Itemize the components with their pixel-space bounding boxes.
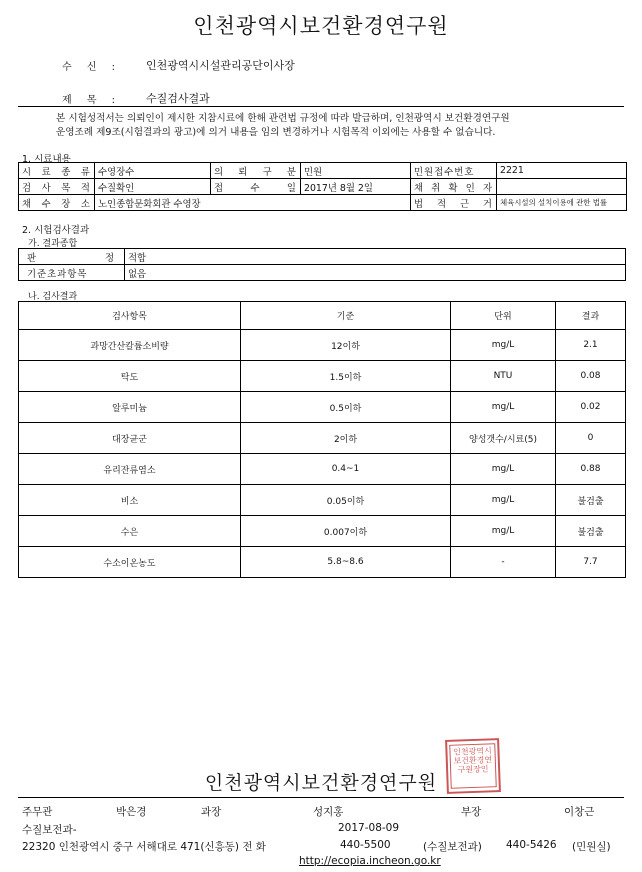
receipt-number-value: 2221 bbox=[497, 163, 627, 179]
exceed-label: 기준초과항목 bbox=[19, 265, 125, 281]
table-row bbox=[19, 485, 626, 516]
row-unit: mg/L bbox=[451, 454, 556, 485]
table-row bbox=[19, 547, 626, 578]
location-value: 노인종합문화회관 수영장 bbox=[95, 195, 411, 211]
seal-text: 인천광역시보건환경연구원장인 bbox=[453, 746, 493, 775]
row-result: 7.7 bbox=[556, 547, 626, 578]
sample-section-title: 1. 시료내용 bbox=[22, 154, 71, 165]
detail-title: 나. 검사결과 bbox=[28, 292, 78, 302]
row-item: 수소이온농도 bbox=[19, 547, 241, 578]
doc-date: 2017-08-09 bbox=[338, 822, 400, 834]
page-title: 인천광역시보건환경연구원 bbox=[193, 14, 449, 38]
sig1-name: 박은경 bbox=[116, 806, 147, 818]
row-standard: 5.8~8.6 bbox=[241, 547, 451, 578]
table-row bbox=[19, 330, 626, 361]
sig2-name: 성지홍 bbox=[313, 806, 344, 818]
request-type-value: 민원 bbox=[301, 163, 411, 179]
website-link[interactable]: http://ecopia.incheon.go.kr bbox=[299, 855, 441, 867]
purpose-value: 수질확인 bbox=[95, 179, 211, 195]
notice-text bbox=[56, 112, 616, 140]
row-result: 0.02 bbox=[556, 392, 626, 423]
row-standard: 12이하 bbox=[241, 330, 451, 361]
sig2-role: 과장 bbox=[201, 806, 222, 818]
results-header-row bbox=[19, 302, 626, 330]
sig1-role: 주무관 bbox=[22, 806, 53, 818]
judge-label: 판 정 bbox=[19, 249, 125, 265]
row-unit: mg/L bbox=[451, 392, 556, 423]
notice-line-2: 운영조례 제9조(시험결과의 광고)에 의거 내용을 임의 변경하거나 시험목적 이외에는 사용할 수 없습니다. bbox=[56, 127, 496, 138]
receipt-number-label: 민원접수번호 bbox=[411, 163, 497, 179]
row-standard: 2이하 bbox=[241, 423, 451, 454]
summary-table bbox=[18, 248, 626, 281]
phone-2-label: (민원실) bbox=[572, 841, 611, 853]
sig3-name: 이창근 bbox=[564, 806, 595, 818]
collector-label: 채 취 확 인 자 bbox=[411, 179, 497, 195]
dept-label: 수질보전과- bbox=[22, 824, 77, 836]
recipient-label: 수 신 : bbox=[62, 62, 122, 73]
exceed-value: 없음 bbox=[125, 265, 626, 281]
subject-value: 수질검사결과 bbox=[146, 92, 210, 105]
row-item: 과망간산칼륨소비량 bbox=[19, 330, 241, 361]
row-item: 수은 bbox=[19, 516, 241, 547]
row-result: 0.08 bbox=[556, 361, 626, 392]
sample-type-value: 수영장수 bbox=[95, 163, 211, 179]
col-header-result: 결과 bbox=[556, 302, 626, 330]
row-item: 대장균군 bbox=[19, 423, 241, 454]
purpose-label: 검 사 목 적 bbox=[19, 179, 95, 195]
row-result: 불검출 bbox=[556, 516, 626, 547]
row-unit: mg/L bbox=[451, 485, 556, 516]
row-unit: mg/L bbox=[451, 330, 556, 361]
phone-1: 440-5500 bbox=[340, 839, 391, 851]
row-standard: 1.5이하 bbox=[241, 361, 451, 392]
legal-basis-value: 체육시설의 설치이용에 관한 법률 bbox=[497, 195, 627, 211]
row-item: 탁도 bbox=[19, 361, 241, 392]
row-unit: - bbox=[451, 547, 556, 578]
sample-row-2 bbox=[19, 179, 627, 195]
request-type-label: 의 뢰 구 분 bbox=[211, 163, 301, 179]
col-header-standard: 기준 bbox=[241, 302, 451, 330]
phone-1-label: (수질보전과) bbox=[423, 841, 482, 853]
received-date-value: 2017년 8월 2일 bbox=[301, 179, 411, 195]
results-table bbox=[18, 301, 626, 578]
row-item: 비소 bbox=[19, 485, 241, 516]
sig3-role: 부장 bbox=[461, 806, 482, 818]
table-row bbox=[19, 454, 626, 485]
exceed-row bbox=[19, 265, 626, 281]
row-result: 2.1 bbox=[556, 330, 626, 361]
row-item: 알루미늄 bbox=[19, 392, 241, 423]
sample-type-label: 시 료 종 류 bbox=[19, 163, 95, 179]
row-result: 0 bbox=[556, 423, 626, 454]
col-header-unit: 단위 bbox=[451, 302, 556, 330]
row-result: 불검출 bbox=[556, 485, 626, 516]
row-unit: NTU bbox=[451, 361, 556, 392]
received-date-label: 접 수 일 bbox=[211, 179, 301, 195]
address: 22320 인천광역시 중구 서해대로 471(신흥동) 전 화 bbox=[22, 841, 266, 853]
footer-divider bbox=[18, 797, 624, 798]
notice-line-1: 본 시험성적서는 의뢰인이 제시한 지참시료에 한해 관련법 규정에 따라 발급하며, 인천광역시 보건환경연구원 bbox=[56, 113, 510, 124]
phone-2: 440-5426 bbox=[506, 839, 557, 851]
row-standard: 0.5이하 bbox=[241, 392, 451, 423]
row-unit: 양성갯수/시료(5) bbox=[451, 423, 556, 454]
collector-value bbox=[497, 179, 627, 195]
subject-label: 제 목 : bbox=[62, 95, 122, 106]
judge-row bbox=[19, 249, 626, 265]
table-row bbox=[19, 361, 626, 392]
judge-value: 적합 bbox=[125, 249, 626, 265]
row-standard: 0.05이하 bbox=[241, 485, 451, 516]
summary-title: 가. 결과종합 bbox=[28, 239, 78, 249]
sample-table bbox=[18, 162, 627, 211]
sample-row-3 bbox=[19, 195, 627, 211]
col-header-item: 검사항목 bbox=[19, 302, 241, 330]
footer-org-name: 인천광역시보건환경연구원 bbox=[204, 772, 438, 794]
location-label: 채 수 장 소 bbox=[19, 195, 95, 211]
sample-row-1 bbox=[19, 163, 627, 179]
row-standard: 0.4~1 bbox=[241, 454, 451, 485]
legal-basis-label: 법 적 근 거 bbox=[411, 195, 497, 211]
row-unit: mg/L bbox=[451, 516, 556, 547]
recipient-value: 인천광역시시설관리공단이사장 bbox=[146, 59, 295, 72]
result-section-title: 2. 시험검사결과 bbox=[22, 225, 90, 236]
row-result: 0.88 bbox=[556, 454, 626, 485]
row-item: 유리잔류염소 bbox=[19, 454, 241, 485]
table-row bbox=[19, 392, 626, 423]
table-row bbox=[19, 516, 626, 547]
row-standard: 0.007이하 bbox=[241, 516, 451, 547]
table-row bbox=[19, 423, 626, 454]
subject-divider bbox=[18, 106, 624, 107]
